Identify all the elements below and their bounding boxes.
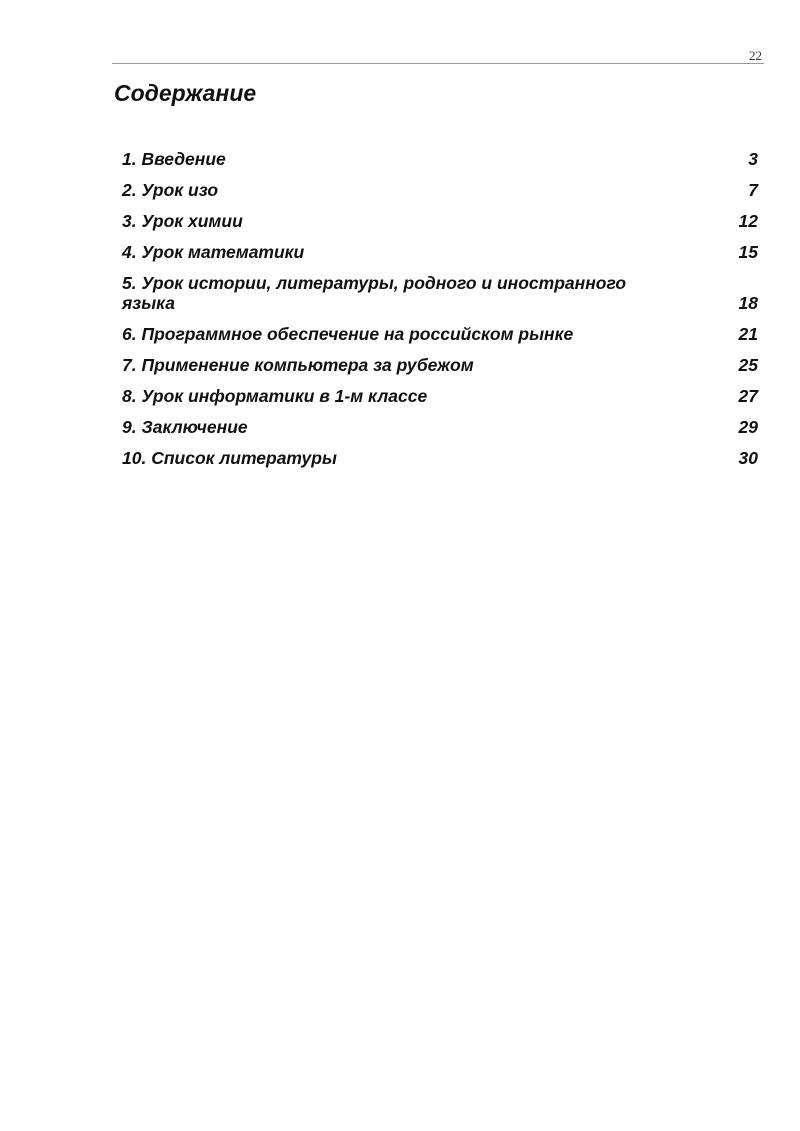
toc-entry-informatics-lesson[interactable] xyxy=(122,385,758,407)
toc-entry-page: 21 xyxy=(738,324,758,344)
toc-entry-page: 15 xyxy=(738,242,758,262)
toc-entry-text xyxy=(122,324,682,344)
toc-entry-label: Применение компьютера за рубежом xyxy=(141,355,474,375)
toc-entry-label: Список литературы xyxy=(151,448,337,468)
toc-entry-number: 9. xyxy=(122,417,137,437)
toc-entry-page: 7 xyxy=(748,180,758,200)
toc-entry-page: 18 xyxy=(738,293,758,313)
toc-entry-label: Урок истории, литературы, родного и иностранного языка xyxy=(122,273,627,313)
table-of-contents xyxy=(122,148,758,478)
toc-entry-text xyxy=(122,355,682,375)
toc-entry-text xyxy=(122,273,682,313)
toc-entry-page: 30 xyxy=(738,448,758,468)
toc-entry-software-market[interactable] xyxy=(122,323,758,345)
toc-entry-number: 6. xyxy=(122,324,137,344)
toc-entry-label: Программное обеспечение на российском рынке xyxy=(141,324,574,344)
toc-entry-number: 4. xyxy=(122,242,137,262)
toc-entry-number: 7. xyxy=(122,355,137,375)
toc-entry-math-lesson[interactable] xyxy=(122,241,758,263)
page-number: 22 xyxy=(749,48,762,63)
toc-entry-page: 25 xyxy=(738,355,758,375)
toc-entry-number: 3. xyxy=(122,211,137,231)
toc-entry-computers-abroad[interactable] xyxy=(122,354,758,376)
toc-entry-label: Урок изо xyxy=(141,180,219,200)
toc-entry-page: 3 xyxy=(748,149,758,169)
toc-entry-label: Урок информатики в 1-м классе xyxy=(141,386,428,406)
toc-entry-page: 29 xyxy=(738,417,758,437)
toc-entry-number: 10. xyxy=(122,448,147,468)
toc-entry-chemistry-lesson[interactable] xyxy=(122,210,758,232)
toc-entry-label: Введение xyxy=(141,149,226,169)
toc-entry-conclusion[interactable] xyxy=(122,416,758,438)
toc-entry-label: Урок математики xyxy=(141,242,305,262)
toc-entry-art-lesson[interactable] xyxy=(122,179,758,201)
toc-entry-text xyxy=(122,448,682,468)
toc-entry-page: 27 xyxy=(738,386,758,406)
toc-entry-number: 1. xyxy=(122,149,137,169)
toc-entry-text xyxy=(122,211,682,231)
header-rule xyxy=(112,63,764,64)
toc-entry-page: 12 xyxy=(738,211,758,231)
toc-entry-text xyxy=(122,149,682,169)
toc-entry-text xyxy=(122,417,682,437)
toc-entry-text xyxy=(122,386,682,406)
toc-entry-number: 5. xyxy=(122,273,137,293)
toc-title: Содержание xyxy=(114,80,257,106)
toc-entry-number: 8. xyxy=(122,386,137,406)
toc-entry-text xyxy=(122,180,682,200)
toc-entry-introduction[interactable] xyxy=(122,148,758,170)
toc-entry-humanities-lesson[interactable] xyxy=(122,272,758,314)
toc-entry-references[interactable] xyxy=(122,447,758,469)
toc-entry-label: Заключение xyxy=(141,417,248,437)
toc-entry-label: Урок химии xyxy=(141,211,243,231)
toc-entry-number: 2. xyxy=(122,180,137,200)
toc-entry-text xyxy=(122,242,682,262)
